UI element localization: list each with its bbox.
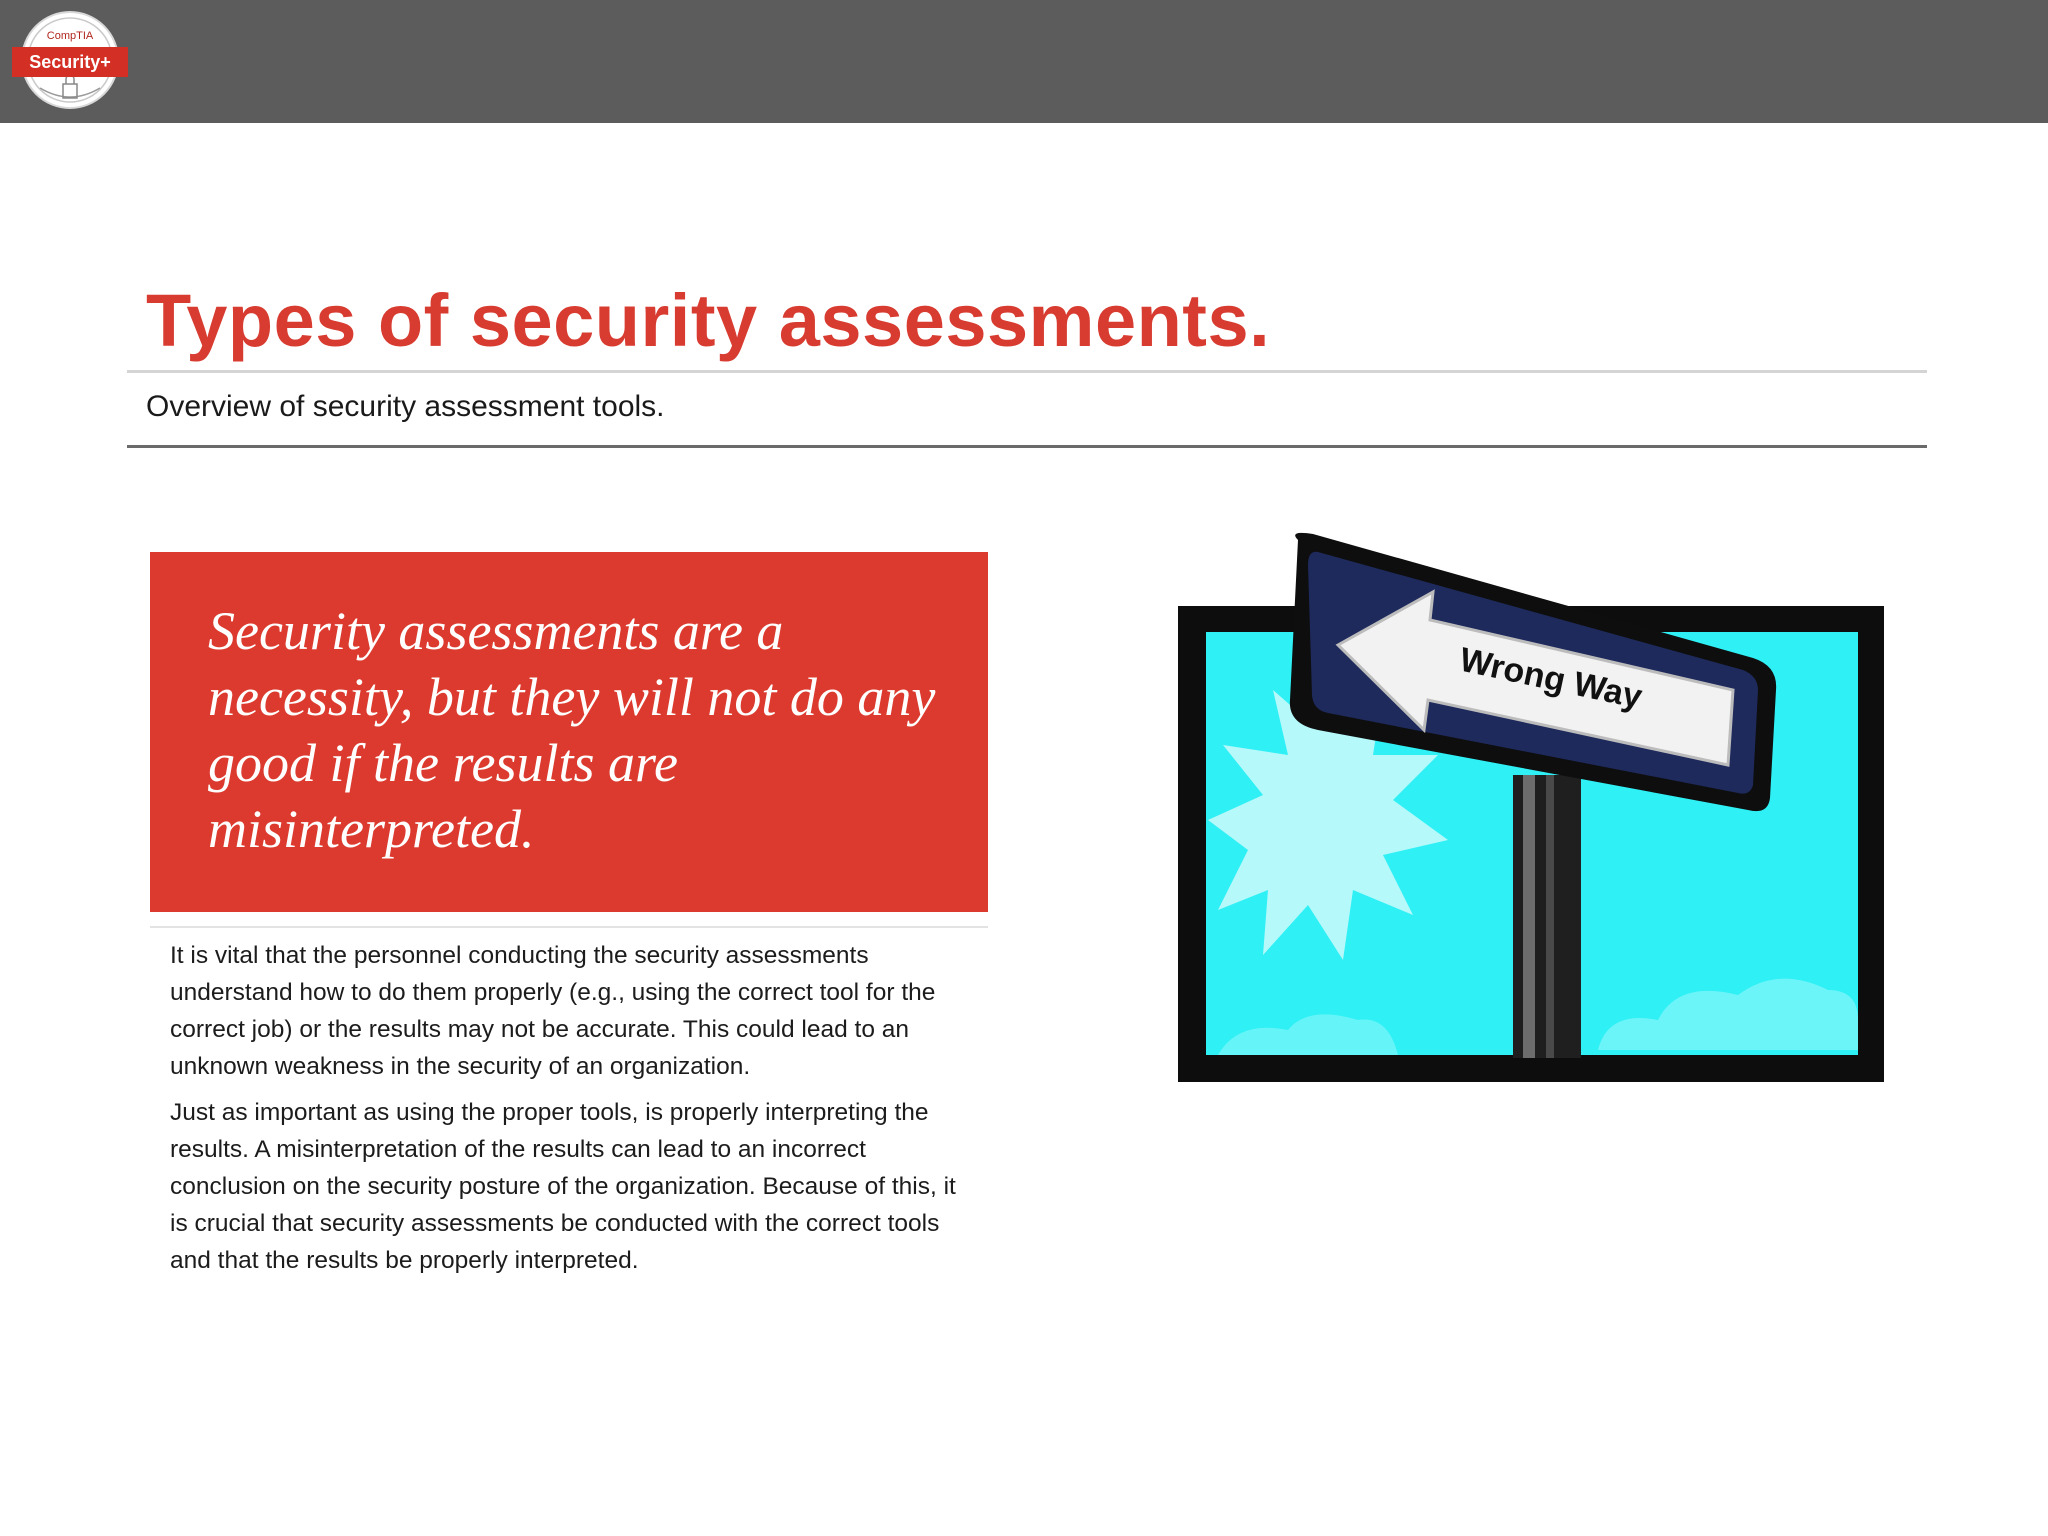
quote-text: Security assessments are a necessity, but they will not do any good if the results are misinterpreted. <box>208 601 936 859</box>
slide-subtitle: Overview of security assessment tools. <box>146 390 665 423</box>
title-divider <box>127 370 1927 373</box>
comptia-security-plus-logo <box>10 10 130 110</box>
logo-small-text: CompTIA <box>46 30 94 42</box>
quote-callout <box>150 552 988 912</box>
body-paragraph-1: It is vital that the personnel conducting the security assessments understand how to do them properly (e.g., using the correct tool for the correct job) or the results may not be accurate. This could lead to an unknown weakness in the security of an organization. <box>170 942 936 1080</box>
body-paragraph-2: Just as important as using the proper tools, is properly interpreting the results. A misinterpretation of the results can lead to an incorrect conclusion on the security posture of the organization. Because of this, it is crucial that security assessments be conducted with the correct tools and that the results be properly interpreted. <box>170 1099 956 1274</box>
sign-text: Wrong Way <box>1456 640 1646 717</box>
subtitle-divider <box>127 445 1927 448</box>
wrong-way-sign-icon <box>1178 530 1888 1085</box>
top-bar <box>0 0 2048 123</box>
slide-title: Types of security assessments. <box>146 279 1271 362</box>
wrong-way-illustration <box>1178 530 1888 1085</box>
quote-divider <box>150 926 988 928</box>
logo-badge-text: Security+ <box>12 47 128 77</box>
